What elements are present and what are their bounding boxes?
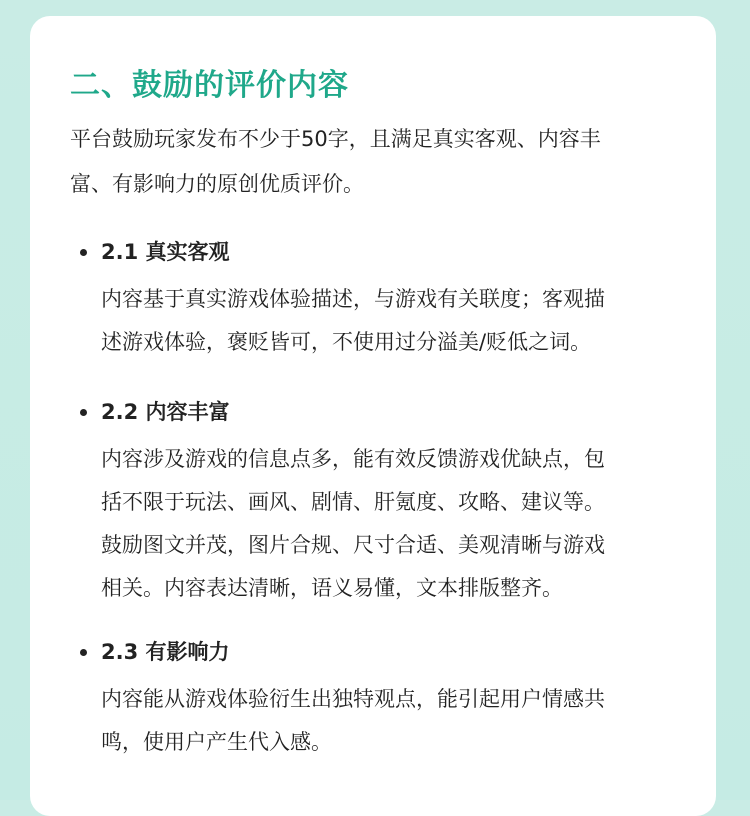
item-heading: 2.2 内容丰富 — [101, 400, 230, 424]
item-heading: 2.1 真实客观 — [101, 240, 230, 264]
body-line: 相关。内容表达清晰，语义易懂，文本排版整齐。 — [101, 576, 563, 600]
bullet-icon — [80, 649, 87, 656]
body-line: 鸣，使用户产生代入感。 — [101, 730, 332, 754]
item-heading: 2.3 有影响力 — [101, 640, 230, 664]
bullet-icon — [80, 249, 87, 256]
item-body — [101, 678, 605, 764]
content-card — [30, 16, 716, 816]
item-body — [101, 278, 605, 364]
intro-paragraph — [70, 117, 601, 207]
list-item-authentic — [80, 232, 605, 364]
body-line: 内容能从游戏体验衍生出独特观点，能引起用户情感共 — [101, 687, 605, 711]
item-body — [101, 438, 605, 610]
body-line: 内容基于真实游戏体验描述，与游戏有关联度；客观描 — [101, 287, 605, 311]
body-line: 内容涉及游戏的信息点多，能有效反馈游戏优缺点，包 — [101, 447, 605, 471]
intro-line: 平台鼓励玩家发布不少于50字，且满足真实客观、内容丰 — [70, 127, 601, 151]
body-line: 括不限于玩法、画风、剧情、肝氪度、攻略、建议等。 — [101, 490, 605, 514]
bullet-icon — [80, 409, 87, 416]
section-title: 二、鼓励的评价内容 — [70, 68, 349, 103]
list-item-rich-content — [80, 392, 605, 610]
body-line: 述游戏体验，褒贬皆可，不使用过分溢美/贬低之词。 — [101, 330, 592, 354]
intro-line: 富、有影响力的原创优质评价。 — [70, 172, 364, 196]
body-line: 鼓励图文并茂，图片合规、尺寸合适、美观清晰与游戏 — [101, 533, 605, 557]
list-item-influential — [80, 632, 605, 764]
